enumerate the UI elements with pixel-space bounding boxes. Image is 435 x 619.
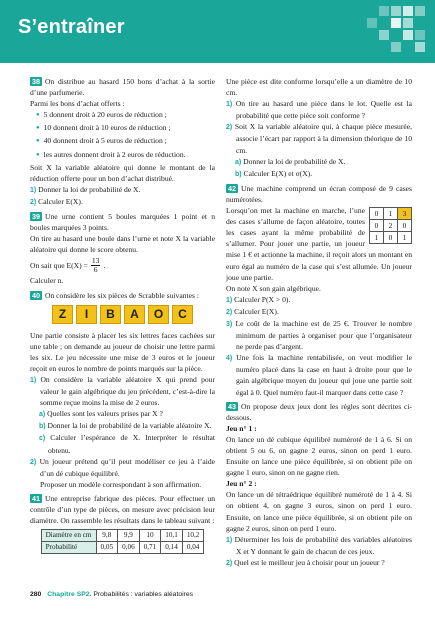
exercise-38: 38 On distribue au hasard 150 bons d’achat à la sortie d’une parfumerie. Parmi les bons d’achat offerts : ● 5 donnent droit à 20 euros de réduction ; ● 10 donnent droit à 10 euros de réduction ; ● 40 donnent droit à 5 euros de réduction ; ● les autres donnent droit à 2 euros de réduction. Soit X la variable aléatoire qui donne le montant de la réduction offerte pour un bon d’achat distribué. 1) Donner la loi de probabilité de X. 2) Calculer E(X). (30, 76, 215, 208)
table-header-cell: Probabilité (41, 542, 96, 554)
right-column (226, 76, 412, 572)
exercise-text: On lance un dé tétraédrique équilibré numéroté de 1 à 4. Si on obtient 4, on gagne 3 euros, sinon on perd 1 euro. Ensuite, on lance une pièce équilibrée, si on obtient pile on gagne 2 euros, sinon on perd 1 euro. (226, 490, 412, 533)
grid-cell: 0 (398, 220, 412, 232)
exercise-number: 39 (32, 212, 40, 222)
question-text: Déterminer les lois de probabilité des variables aléatoires X et Y donnant le gain de chacun de ces jeux. (234, 534, 412, 556)
exercise-text: Une partie consiste à placer les six lettres faces cachées sur une table ; on demande au joueur de choisir une lettre parmi les six. Le jeu nécessite une mise de 3 euros et le joueur reçoit en euros le nombre de points marqués sur la pièce. (30, 330, 215, 373)
list-item: ● 10 donnent droit à 10 euros de réduction ; (30, 122, 215, 135)
exercise-number: 43 (228, 401, 236, 411)
scrabble-tile: B (100, 305, 121, 324)
exercise-number: 38 (32, 77, 40, 86)
table-row (370, 220, 412, 232)
question-text: Donner la loi de probabilité de X. (243, 156, 346, 166)
exercise-text: Calculer n. (30, 276, 64, 286)
list-item: ● 5 donnent droit à 20 euros de réduction ; (30, 109, 215, 122)
exercise-text: On propose deux jeux dont les règles sont décrites ci-dessous. (226, 401, 412, 422)
left-column (30, 76, 215, 557)
exercise-text: Une pièce est dite conforme lorsqu’elle a un diamètre de 10 cm. (226, 77, 412, 98)
page-number: 280 (30, 591, 42, 598)
table-cell: 0,04 (182, 542, 204, 554)
chapter-label: Chapitre SP2. (47, 591, 92, 598)
exercise-41 (30, 493, 215, 554)
table-cell: 0,06 (118, 542, 140, 554)
table-row (370, 232, 412, 244)
question-text: Calculer l’espérance de X. Interpréter le résultat obtenu. (48, 433, 215, 455)
grid-cell: 1 (370, 232, 384, 244)
question-text: Donner la loi de probabilité de la variable aléatoire X. (47, 421, 212, 431)
table-cell: 10 (139, 530, 161, 542)
exercise-text: Lorsqu’on met la machine en marche, l’une des cases s’allume de façon aléatoire, toutes les cases ayant la même probabilité de s’allumer. Pour jouer une partie, un joueur mise 1 € et actionne la machine, il reçoit alors un montant en euro égal au numéro de la case qui s’est allumée. Un joueur joue une partie. (226, 206, 412, 282)
probability-table (41, 529, 205, 554)
grid-cell: 0 (370, 208, 384, 220)
grid-cell: 2 (384, 220, 398, 232)
question-text: Un joueur prétend qu’il peut modéliser ce jeu à l’aide d’un dé cubique équilibré. (39, 456, 215, 478)
question-text: Calculer E(X). (234, 306, 279, 316)
exercise-text: On tire au hasard une boule dans l’urne et note X la variable aléatoire qui donne le score obtenu. (30, 234, 215, 255)
grid-cell: 1 (384, 208, 398, 220)
table-row (370, 208, 412, 220)
grid-cell-highlighted: 3 (398, 208, 412, 220)
page-footer (30, 591, 193, 598)
question-text: Quelles sont les valeurs prises par X ? (47, 409, 163, 419)
grid-cell: 0 (370, 220, 384, 232)
exercise-number: 40 (32, 290, 40, 300)
scrabble-tiles (30, 305, 215, 324)
table-cell: 9,8 (96, 530, 118, 542)
page-header (0, 0, 435, 63)
exercise-41-continued: Une pièce est dite conforme lorsqu’elle a un diamètre de 10 cm. 1) On tire au hasard une pièce dans le lot. Quelle est la probabilité que cette pièce soit conforme ? 2) Soit X la variable aléatoire qui, à chaque pièce mesurée, associe l’écart par rapport à la dimension théorique de 10 cm. a) Donner la loi de probabilité de X. b) Calculer E(X) et σ(X). (226, 77, 412, 178)
table-cell: 0,14 (161, 542, 183, 554)
question-text: Une fois la machine rentabilisée, on veut modifier le numéro placé dans la case en haut à droite pour que le gain algébrique moyen du joueur qui joue une partie soit égal à 0. Quel numéro faut-il marquer dans cette case ? (236, 353, 413, 397)
page-title: S’entraîner (18, 16, 125, 38)
scrabble-tile: I (76, 305, 97, 324)
exercise-text: On sait que E(X) = (30, 260, 88, 270)
question-text: Quel est le meilleur jeu à choisir pour un joueur ? (234, 557, 385, 567)
table-cell: 0,71 (139, 542, 161, 554)
table-cell: 9,9 (118, 530, 140, 542)
list-item: ● 40 donnent droit à 5 euros de réduction ; (30, 135, 215, 148)
grid-cell: 1 (398, 232, 412, 244)
list-item: ● les autres donnent droit à 2 euros de réduction. (30, 149, 215, 162)
exercise-42: 42 Une machine comprend un écran composé de 9 cases numérotées. 0 1 3 0 2 0 1 0 1 Lorsqu’on met la machine en marche, l’une des cases s’allume de façon aléatoire, toutes les cases ayant la même probabilité de s’allumer. Pour jouer une partie, un joueur mise 1 € et actionne la machine, il reçoit alors un montant en euro égal au numéro de la case qui s’est allumée. Un joueur joue une partie. On note X son gain algébrique. 1) Calculer P(X > 0). 2) Calculer E(X). 3) Le coût de la machine est de 25 €. Trouver le nombre minimum de parties à organiser pour que l’organisateur ne perde pas d’argent. 4) Une fois la machine rentabilisée, on veut modifier le numéro placé dans la case en haut à droite pour que le gain algébrique moyen du joueur qui joue une partie soit égal à 0. Quel numéro faut-il marquer dans cette case ? (226, 183, 413, 397)
exercise-text: Une machine comprend un écran composé de 9 cases numérotées. (226, 183, 412, 204)
table-row (41, 542, 204, 554)
subheading: Jeu n° 1 : (226, 423, 257, 433)
exercise-text: Soit X la variable aléatoire qui donne le montant de la réduction offerte pour un bon d’achat distribué. (30, 162, 215, 183)
exercise-text: On note X son gain algébrique. (226, 283, 321, 293)
question-text: Le coût de la machine est de 25 €. Trouver le nombre minimum de parties à organiser pour que l’organisateur ne perde pas d’argent. (235, 318, 412, 352)
exercise-text: On distribue au hasard 150 bons d’achat à la sortie d’une parfumerie. (30, 77, 215, 98)
scrabble-tile: C (172, 305, 193, 324)
exercise-text: Une urne contient 5 boules marquées 1 point et n boules marquées 3 points. (30, 212, 215, 233)
table-header-cell: Diamètre en cm (41, 530, 96, 542)
question-text: Proposer un modèle correspondant à son affirmation. (40, 479, 202, 489)
question-text: Calculer E(X) et σ(X). (243, 168, 313, 178)
chapter-title: Probabilités : variables aléatoires (93, 591, 194, 598)
exercise-text: On considère les six pièces de Scrabble suivantes : (45, 290, 199, 300)
question-text: On considère la variable aléatoire X qui prend pour valeur le gain algébrique du jeu précédent, c’est-à-dire la somme reçue moins la mise de 2 euros. (40, 374, 215, 408)
scrabble-tile: Z (52, 305, 73, 324)
exercise-number: 41 (32, 493, 40, 503)
decorative-squares (355, 4, 427, 60)
exercise-text: Une entreprise fabrique des pièces. Pour effectuer un contrôle d’un type de pièces, on mesure avec précision leur diamètre. On rassemble les résultats dans le tableau suivant : (30, 493, 215, 526)
question-text: Calculer E(X). (38, 196, 83, 206)
scrabble-tile: A (124, 305, 145, 324)
table-row (41, 530, 204, 542)
exercise-40: 40 On considère les six pièces de Scrabble suivantes : Z I B A O C Une partie consiste à placer les six lettres faces cachées sur une table ; on demande au joueur de choisir une lettre parmi les six. Le jeu nécessite une mise de 3 euros et le joueur reçoit en euros le nombre de points marqués sur la pièce. 1) On considère la variable aléatoire X qui prend pour valeur le gain algébrique du jeu précédent, c’est-à-dire la somme reçue moins la mise de 2 euros. a) Quelles sont les valeurs prises par X ? b) Donner la loi de probabilité de la variable aléatoire X. c) Calculer l’espérance de X. Interpréter le résultat obtenu. 2) Un joueur prétend qu’il peut modéliser ce jeu à l’aide d’un dé cubique équilibré. Proposer un modèle correspondant à son affirmation. (30, 290, 215, 489)
table-cell: 10,2 (182, 530, 204, 542)
question-text: On tire au hasard une pièce dans le lot. Quelle est la probabilité que cette pièce soit conforme ? (235, 99, 412, 121)
exercise-text: On lance un dé cubique équilibré numéroté de 1 à 6. Si on obtient 5 ou 6, on gagne 2 euros, sinon on perd 1 euro. Ensuite on lance une pièce équilibrée, si on obtient pile on gagne 1 euro, sinon on ne gagne rien. (226, 434, 412, 478)
exercise-number: 42 (228, 183, 236, 193)
question-text: Soit X la variable aléatoire qui, à chaque pièce mesurée, associe l’écart par rapport à la dimension théorique de 10 cm. (234, 122, 412, 155)
grid-cell: 0 (384, 232, 398, 244)
question-text: Calculer P(X > 0). (234, 294, 291, 304)
scrabble-tile: O (148, 305, 169, 324)
exercise-text: Parmi les bons d’achat offerts : (30, 99, 125, 109)
fraction: $\frac{13}{6}$ (91, 255, 100, 274)
exercise-43: 43 On propose deux jeux dont les règles sont décrites ci-dessous. Jeu n° 1 : On lance un dé cubique équilibré numéroté de 1 à 6. Si on obtient 5 ou 6, on gagne 2 euros, sinon on perd 1 euro. Ensuite on lance une pièce équilibrée, si on obtient pile on gagne 1 euro, sinon on ne gagne rien. Jeu n° 2 : On lance un dé tétraédrique équilibré numéroté de 1 à 4. Si on obtient 4, on gagne 3 euros, sinon on perd 1 euro. Ensuite, on lance une pièce équilibrée, si on obtient pile on gagne 2 euros, sinon on perd 1 euro. 1) Déterminer les lois de probabilité des variables aléatoires X et Y donnant le gain de chacun de ces jeux. 2) Quel est le meilleur jeu à choisir pour un joueur ? (226, 401, 412, 567)
subheading: Jeu n° 2 : (226, 479, 257, 489)
machine-screen-grid (369, 207, 412, 244)
exercise-39: 39 Une urne contient 5 boules marquées 1 point et n boules marquées 3 points. On tire au hasard une boule dans l’urne et note X la variable aléatoire qui donne le score obtenu. On sait que E(X) = $\frac{13}{6}$ . Calculer n. (30, 212, 215, 286)
question-text: Donner la loi de probabilité de X. (38, 184, 141, 194)
table-cell: 0,05 (96, 542, 118, 554)
table-cell: 10,1 (161, 530, 183, 542)
